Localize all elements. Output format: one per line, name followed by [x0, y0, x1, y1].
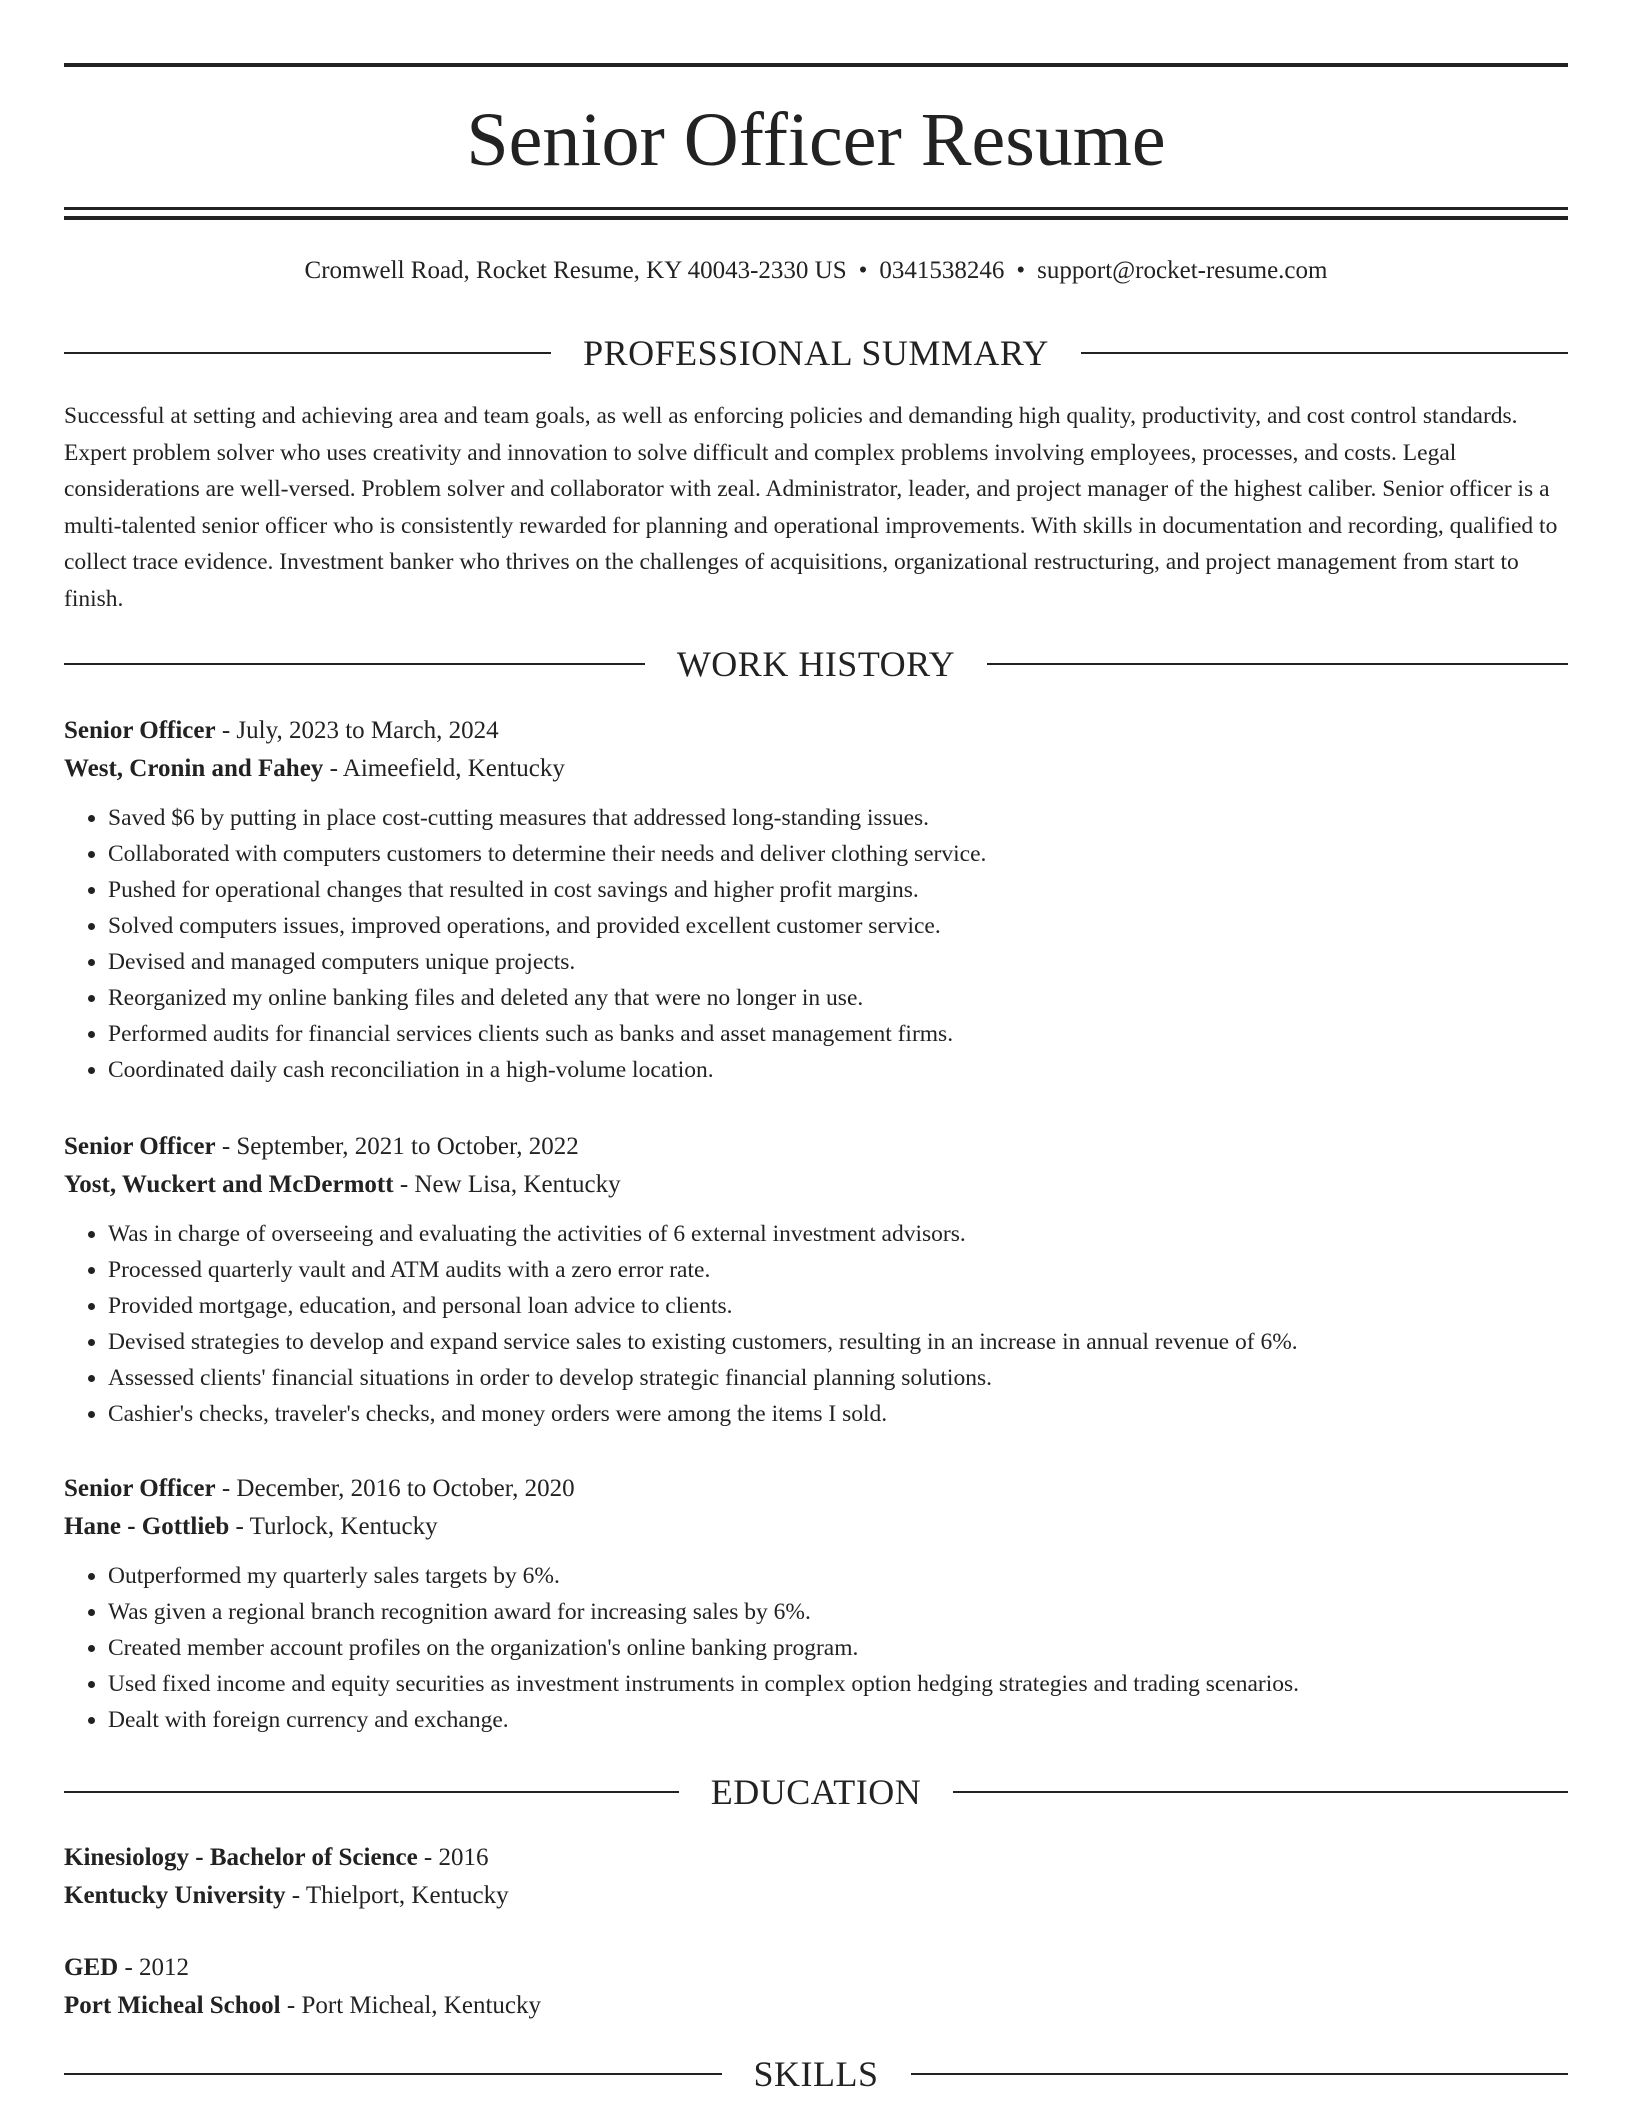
job-company: Hane - Gottlieb [64, 1513, 230, 1540]
section-title-work: WORK HISTORY [676, 644, 956, 684]
section-title-summary: PROFESSIONAL SUMMARY [583, 333, 1049, 373]
job-title: Senior Officer [64, 1133, 216, 1160]
job-bullet: • Performed audits for financial services clients such as banks and asset management firms. [108, 1016, 1568, 1052]
job-bullets [64, 800, 1568, 1088]
education-year: - 2012 [118, 1954, 190, 1981]
job-dates: - September, 2021 to October, 2022 [215, 1133, 579, 1160]
education-school: Port Micheal School [64, 1992, 281, 2019]
contact-phone: 0341538246 [879, 257, 1005, 284]
job-bullet: • Pushed for operational changes that resulted in cost savings and higher profit margins. [108, 872, 1568, 908]
education-school: Kentucky University [64, 1882, 286, 1909]
divider-line [64, 663, 645, 665]
job-bullet: • Reorganized my online banking files and deleted any that were no longer in use. [108, 980, 1568, 1016]
job-entry [64, 1470, 1568, 1738]
divider-line [987, 663, 1568, 665]
divider-line [911, 2073, 1569, 2075]
job-bullet: • Was in charge of overseeing and evaluating the activities of 6 external investment advisors. [108, 1216, 1568, 1252]
contact-separator: • [858, 257, 868, 284]
job-location: - New Lisa, Kentucky [393, 1171, 621, 1198]
top-rule [64, 63, 1568, 67]
job-entry [64, 712, 1568, 1088]
job-bullet: • Dealt with foreign currency and exchange. [108, 1702, 1568, 1738]
education-location: - Thielport, Kentucky [285, 1882, 509, 1909]
job-bullet: • Solved computers issues, improved operations, and provided excellent customer service. [108, 908, 1568, 944]
contact-email: support@rocket-resume.com [1037, 257, 1328, 284]
divider-line [64, 352, 551, 354]
job-bullet: • Processed quarterly vault and ATM audits with a zero error rate. [108, 1252, 1568, 1288]
job-company: Yost, Wuckert and McDermott [64, 1171, 394, 1198]
job-bullet: • Saved $6 by putting in place cost-cutting measures that addressed long-standing issues. [108, 800, 1568, 836]
job-bullet: • Devised strategies to develop and expand service sales to existing customers, resulting in an increase in annual revenue of 6%. [108, 1324, 1568, 1360]
job-bullet: • Collaborated with computers customers to determine their needs and deliver clothing service. [108, 836, 1568, 872]
section-header-skills [64, 2052, 1568, 2096]
education-year: - 2016 [417, 1844, 489, 1871]
job-bullet: • Assessed clients' financial situations in order to develop strategic financial planning solutions. [108, 1360, 1568, 1396]
job-dates: - July, 2023 to March, 2024 [215, 717, 499, 744]
education-degree: Kinesiology - Bachelor of Science [64, 1844, 418, 1871]
divider-line [953, 1791, 1568, 1793]
title-double-rule [64, 207, 1568, 219]
job-bullets [64, 1558, 1568, 1738]
job-bullet: • Devised and managed computers unique projects. [108, 944, 1568, 980]
job-bullet: • Coordinated daily cash reconciliation in a high-volume location. [108, 1052, 1568, 1088]
job-bullet: • Created member account profiles on the organization's online banking program. [108, 1630, 1568, 1666]
resume-title: Senior Officer Resume [466, 98, 1166, 182]
job-bullet: • Provided mortgage, education, and personal loan advice to clients. [108, 1288, 1568, 1324]
job-location: - Turlock, Kentucky [229, 1513, 438, 1540]
job-dates: - December, 2016 to October, 2020 [215, 1475, 575, 1502]
section-header-work [64, 642, 1568, 686]
education-degree: GED [64, 1954, 119, 1981]
divider-line [64, 1791, 679, 1793]
divider-line [1081, 352, 1568, 354]
job-bullet: • Used fixed income and equity securities as investment instruments in complex option hedging strategies and trading scenarios. [108, 1666, 1568, 1702]
job-company: West, Cronin and Fahey [64, 755, 324, 782]
contact-separator: • [1016, 257, 1026, 284]
summary-text: Successful at setting and achieving area and team goals, as well as enforcing policies and demanding high quality, productivity, and cost control standards. Expert problem solver who uses creativity and innovation to solve difficult and complex problems involving employees, processes, and costs. Legal considerations are well-versed. Problem solver and collaborator with zeal. Administrator, leader, and project manager of the highest caliber. Senior officer is a multi-talented senior officer who is consistently rewarded for planning and operational improvements. With skills in documentation and recording, qualified to collect trace evidence. Investment banker who thrives on the challenges of acquisitions, organizational restructuring, and project management from start to finish. [64, 403, 1558, 612]
job-title: Senior Officer [64, 717, 216, 744]
education-entry [64, 1839, 1568, 1915]
section-title-skills: SKILLS [753, 2054, 879, 2094]
job-bullets [64, 1216, 1568, 1432]
job-bullet: • Outperformed my quarterly sales targets by 6%. [108, 1558, 1568, 1594]
section-header-summary [64, 331, 1568, 375]
education-location: - Port Micheal, Kentucky [280, 1992, 541, 2019]
education-entry [64, 1949, 1568, 2025]
contact-line [64, 254, 1568, 288]
job-title: Senior Officer [64, 1475, 216, 1502]
job-bullet: • Was given a regional branch recognition award for increasing sales by 6%. [108, 1594, 1568, 1630]
job-bullet: • Cashier's checks, traveler's checks, and money orders were among the items I sold. [108, 1396, 1568, 1432]
contact-address: Cromwell Road, Rocket Resume, KY 40043-2330 US [304, 257, 847, 284]
section-title-education: EDUCATION [710, 1772, 922, 1812]
divider-line [64, 2073, 722, 2075]
section-header-education [64, 1770, 1568, 1814]
job-entry [64, 1128, 1568, 1432]
job-location: - Aimeefield, Kentucky [323, 755, 565, 782]
